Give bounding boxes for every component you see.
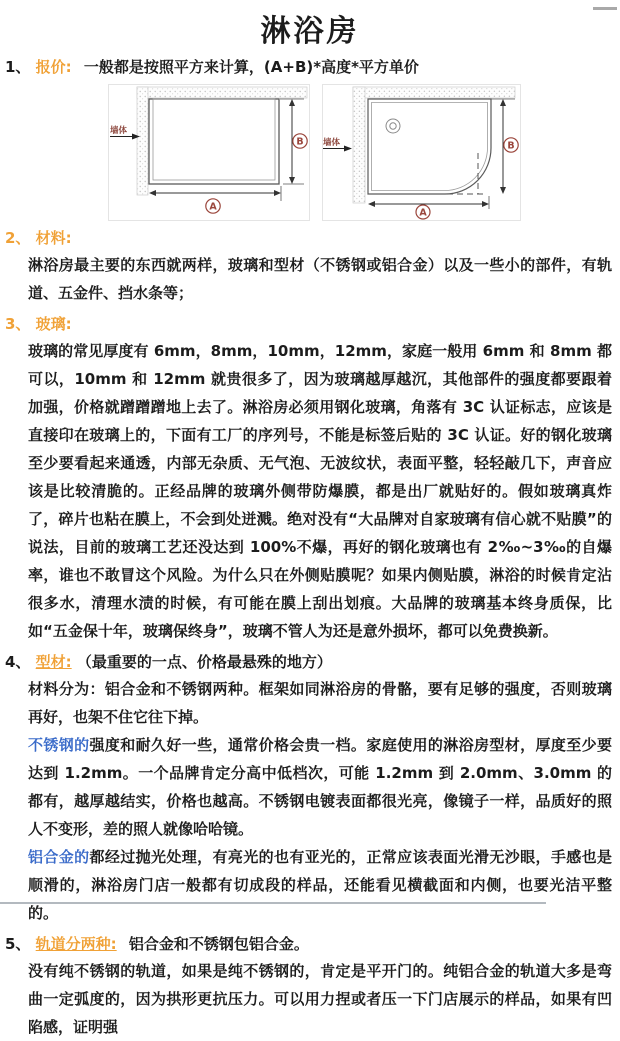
section-1-number: 1、 [5, 58, 31, 76]
shower-glass-outer [149, 99, 279, 184]
section-2-heading [0, 226, 620, 250]
arrow-left-icon [368, 201, 375, 207]
stainless-steel-text: 强度和耐久好一些，通常价格会贵一档。家庭使用的淋浴房型材，厚度至少要达到 1.2mm。一个品牌肯定分高中低档次，可能 1.2mm 到 2.0mm、3.0mm 的都有，越厚越结实，价格也越高。不锈钢电镀表面都很光亮，像镜子一样，品质好的照人不变形，差的照人就像哈哈镜。 [28, 736, 612, 838]
dim-b-label: B [507, 140, 515, 152]
arrow-down-icon [500, 187, 506, 194]
wall-label: 墙体 [323, 138, 341, 148]
dim-a-label: A [419, 207, 427, 219]
section-4-paragraph-aluminum [28, 843, 612, 927]
section-1-formula: 一般都是按照平方来计算，(A+B)*高度*平方单价 [83, 58, 419, 76]
section-5-subtitle: 铝合金和不锈钢包铝合金。 [128, 935, 309, 953]
section-1-heading [0, 55, 620, 79]
wall-label: 墙体 [110, 126, 128, 136]
scrollbar-thumb[interactable] [593, 7, 617, 10]
dim-a-label: A [209, 201, 217, 213]
section-3-paragraph: 玻璃的常见厚度有 6mm，8mm，10mm，12mm，家庭一般用 6mm 和 8mm 都可以，10mm 和 12mm 就贵很多了，因为玻璃越厚越沉，其他部件的强度都要跟着加强，价格就蹭蹭蹭地上去了。淋浴房必须用钢化玻璃，角落有 3C 认证标志，应该是直接印在玻璃上的，下面有工厂的序列号，不能是标签后贴的 3C 认证。好的钢化玻璃至少要看起来通透，内部无杂质、无气泡、无波纹状，表面平整，轻轻敲几下，声音应该是比较清脆的。正经品牌的玻璃外侧带防爆膜，都是出厂就贴好的。假如玻璃真炸了，碎片也粘在膜上，不会到处迸溅。绝对没有“大品牌对自家玻璃有信心就不贴膜”的说法，目前的玻璃工艺还没达到 100%不爆，再好的钢化玻璃也有 2‰~3‰的自爆率，谁也不敢冒这个风险。为什么只在外侧贴膜呢？如果内侧贴膜，淋浴的时候肯定沾很多水，清理水渍的时候，有可能在膜上刮出划痕。大品牌的玻璃基本终身质保，比如“五金保十年，玻璃保终身”，玻璃不管人为还是意外损坏，都可以免费换新。 [28, 342, 612, 640]
diagram-row [108, 84, 620, 221]
section-3-title: 玻璃: [35, 315, 72, 333]
wall-arrow-icon [344, 146, 352, 152]
section-4-title: 型材: [35, 653, 72, 671]
stainless-steel-term: 不锈钢的 [28, 736, 90, 754]
wall-hatch-left [137, 87, 148, 195]
wall-hatch-top [353, 87, 515, 98]
arrow-right-icon [274, 190, 281, 196]
wall-hatch-top [137, 87, 307, 98]
page-title: 淋浴房 [260, 14, 360, 49]
square-shower-drawing [109, 85, 309, 220]
section-5-heading [0, 932, 620, 956]
dim-b-label: B [296, 136, 304, 148]
section-5-title: 轨道分两种: [35, 935, 117, 953]
bottom-divider [0, 902, 546, 904]
arrow-up-icon [289, 99, 295, 106]
arrow-up-icon [500, 99, 506, 106]
section-4-number: 4、 [5, 653, 31, 671]
section-4-paragraph-intro: 材料分为：铝合金和不锈钢两种。框架如同淋浴房的骨骼，要有足够的强度，否则玻璃再好，也架不住它往下掉。 [28, 680, 612, 726]
section-4-heading [0, 650, 620, 674]
curved-shower-drawing [323, 85, 520, 220]
diagram-curved-shower [322, 84, 521, 221]
arrow-right-icon [482, 201, 489, 207]
section-3-number: 3、 [5, 315, 31, 333]
section-1-title: 报价: [35, 58, 72, 76]
wall-hatch-left [353, 87, 365, 203]
aluminum-alloy-text: 都经过抛光处理，有亮光的也有亚光的，正常应该表面光滑无沙眼，手感也是顺滑的，淋浴房门店一般都有切成段的样品，还能看见横截面和内侧，也要光洁平整的。 [28, 848, 612, 922]
arrow-down-icon [289, 177, 295, 184]
section-2-number: 2、 [5, 229, 31, 247]
diagram-square-shower [108, 84, 310, 221]
section-2-title: 材料: [35, 229, 72, 247]
section-2-paragraph: 淋浴房最主要的东西就两样，玻璃和型材（不锈钢或铝合金）以及一些小的部件，有轨道、五金件、挡水条等； [28, 256, 612, 302]
section-5-paragraph: 没有纯不锈钢的轨道，如果是纯不锈钢的，肯定是平开门的。纯铝合金的轨道大多是弯曲一定弧度的，因为拱形更抗压力。可以用力捏或者压一下门店展示的样品，如果有凹陷感，证明强 [28, 962, 612, 1036]
section-5-number: 5、 [5, 935, 31, 953]
section-4-note: （最重要的一点、价格最悬殊的地方） [76, 653, 332, 671]
section-4-paragraph-stainless [28, 731, 612, 843]
aluminum-alloy-term: 铝合金的 [28, 848, 90, 866]
arrow-left-icon [149, 190, 156, 196]
section-3-heading [0, 312, 620, 336]
